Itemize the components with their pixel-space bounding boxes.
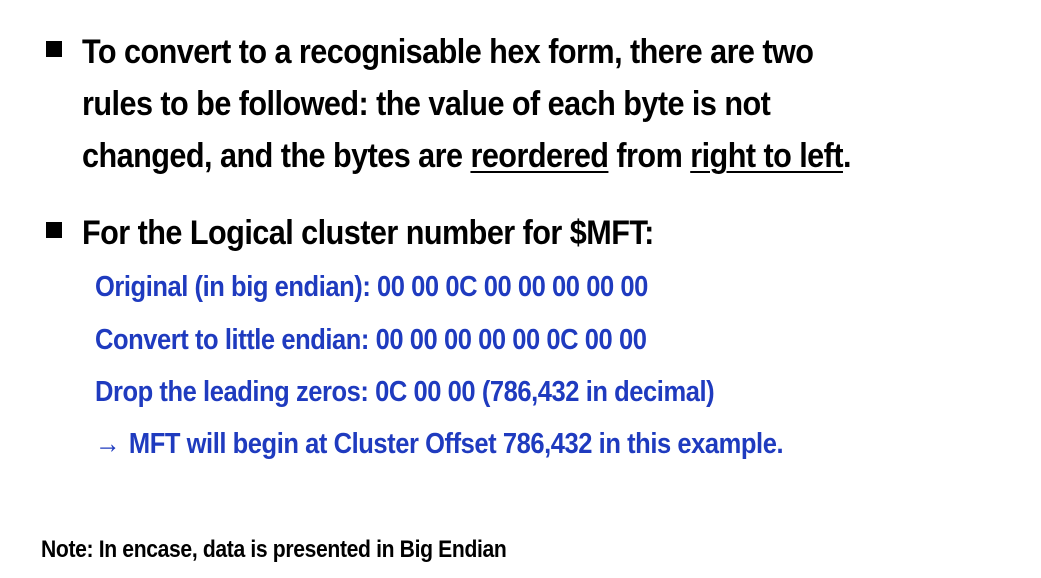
footer-note: Note: In encase, data is presented in Big Endian xyxy=(41,536,507,563)
sub-item-conclusion-text: MFT will begin at Cluster Offset 786,432 in this example. xyxy=(128,428,784,460)
sub-item-original: Original (in big endian): 00 00 0C 00 00 00 00 00 xyxy=(95,271,648,303)
bullet-1-line-3 xyxy=(82,130,928,182)
bullet-1-line-3-pre: changed, and the bytes are xyxy=(82,137,471,175)
bullet-1-line-2: rules to be followed: the value of each byte is not xyxy=(82,85,771,123)
underlined-reordered: reordered xyxy=(470,137,609,175)
bullet-1-line-1: To convert to a recognisable hex form, there are two xyxy=(82,33,814,71)
sub-item-conclusion xyxy=(95,427,783,461)
bullet-square-icon xyxy=(46,222,62,238)
bullet-square-icon xyxy=(46,41,62,57)
bullet-1-line-3-post: . xyxy=(842,137,851,175)
right-arrow-icon: → xyxy=(95,428,121,460)
bullet-1-text xyxy=(82,26,928,182)
sub-item-drop-zeros: Drop the leading zeros: 0C 00 00 (786,432 in decimal) xyxy=(95,376,715,408)
underlined-right-to-left: right to left xyxy=(690,137,843,175)
bullet-1-line-3-mid: from xyxy=(608,137,691,175)
bullet-2-heading: For the Logical cluster number for $MFT: xyxy=(82,214,654,252)
bullet-2-text xyxy=(82,207,928,259)
sub-item-little-endian: Convert to little endian: 00 00 00 00 00 0C 00 00 xyxy=(95,324,647,356)
